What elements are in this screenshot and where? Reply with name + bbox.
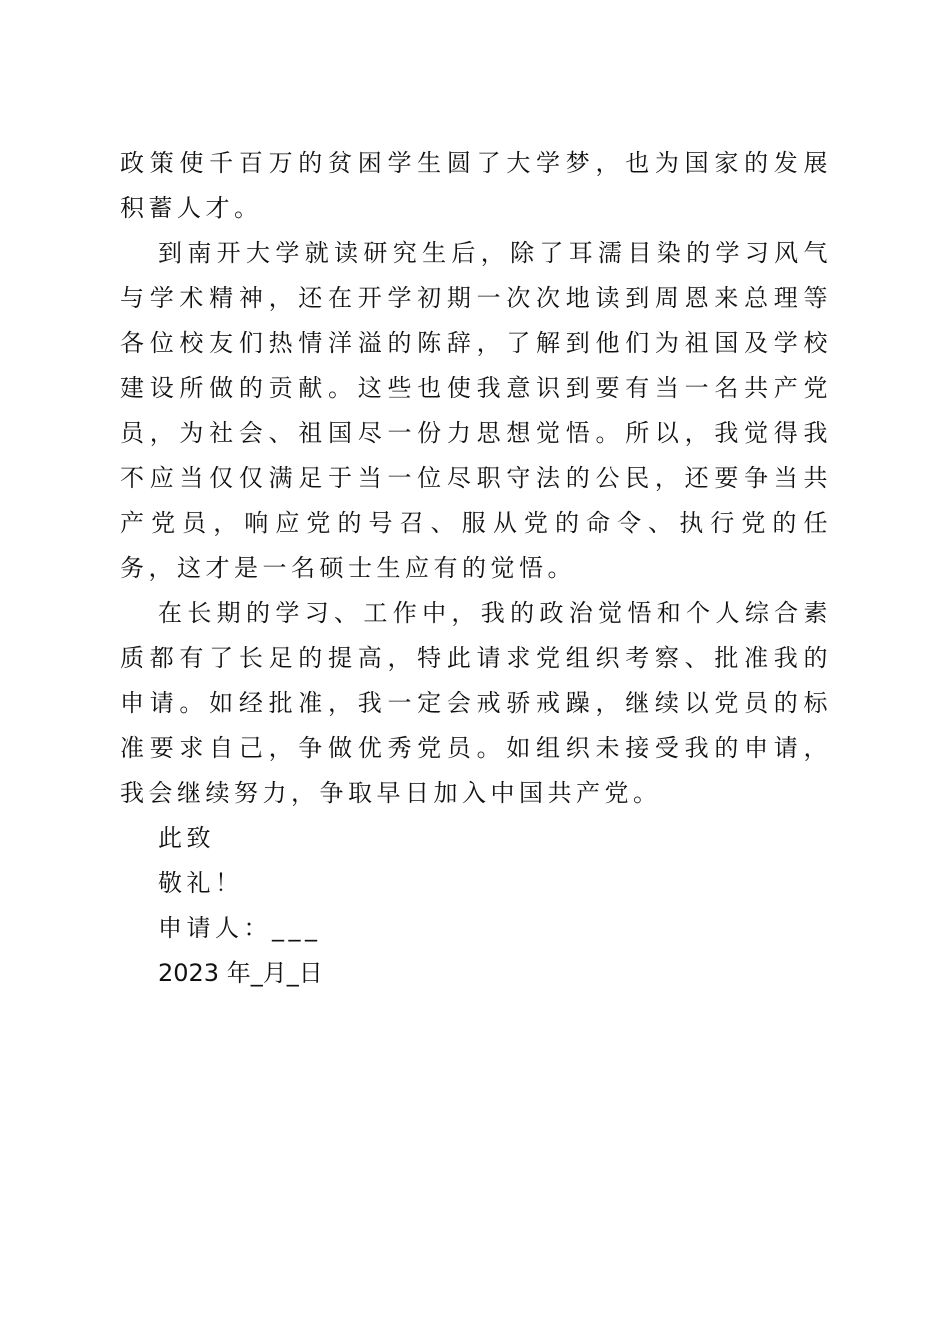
paragraph-nankai-study: 到南开大学就读研究生后，除了耳濡目染的学习风气与学术精神，还在开学初期一次次地读到周恩来总理等各位校友们热情洋溢的陈辞，了解到他们为祖国及学校建设所做的贡献。这些也使我意识到要有当一名共产党员，为社会、祖国尽一份力思想觉悟。所以，我觉得我不应当仅仅满足于当一位尽职守法的公民，还要争当共产党员，响应党的号召、服从党的命令、执行党的任务，这才是一名硕士生应有的觉悟。 xyxy=(120,239,832,582)
paragraph-continued: 政策使千百万的贫困学生圆了大学梦，也为国家的发展积蓄人才。 xyxy=(120,149,832,222)
letter-body xyxy=(120,141,832,996)
closing-regards: 敬礼！ xyxy=(158,869,244,897)
application-date: 2023 年_月_日 xyxy=(158,959,323,987)
applicant-signature-line: 申请人：___ xyxy=(158,914,322,942)
paragraph-application-request: 在长期的学习、工作中，我的政治觉悟和个人综合素质都有了长足的提高，特此请求党组织考察、批准我的申请。如经批准，我一定会戒骄戒躁，继续以党员的标准要求自己，争做优秀党员。如组织未接受我的申请，我会继续努力，争取早日加入中国共产党。 xyxy=(120,599,832,807)
closing-salutation: 此致 xyxy=(158,824,215,852)
